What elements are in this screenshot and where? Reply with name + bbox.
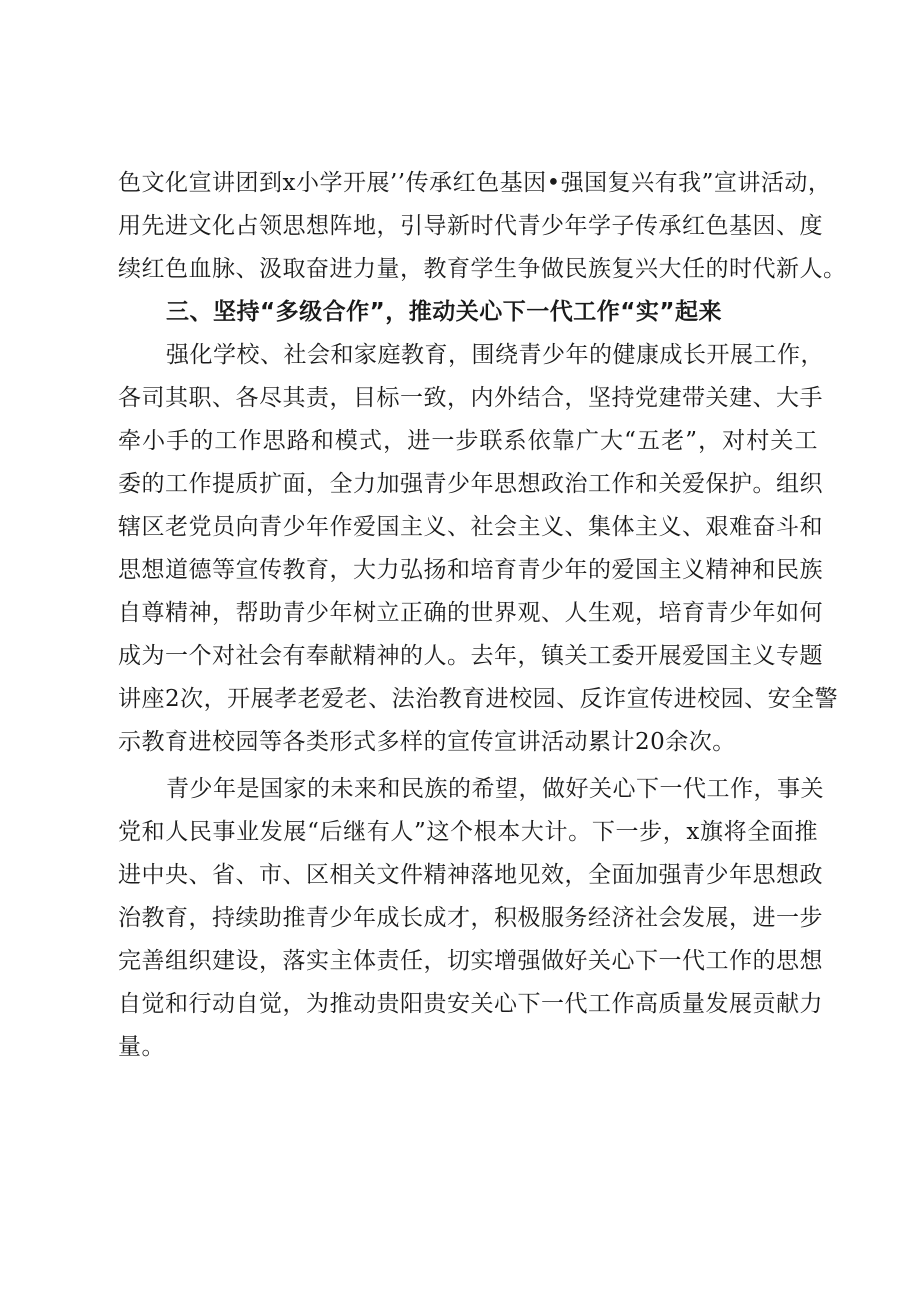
paragraph-line: 完善组织建设，落实主体责任，切实增强做好关心下一代工作的思想 xyxy=(118,948,823,974)
paragraph-line: 示教育进校园等各类形式多样的宣传宣讲活动累计20余次。 xyxy=(118,729,736,755)
paragraph-line: 青少年是国家的未来和民族的希望，做好关心下一代工作，事关 xyxy=(166,776,824,802)
paragraph-line: 量。 xyxy=(118,1034,165,1060)
paragraph-line: 党和人民事业发展“后继有人”这个根本大计。下一步，x旗将全面推 xyxy=(118,819,818,845)
paragraph-line: 自觉和行动自觉，为推动贵阳贵安关心下一代工作高质量发展贡献力 xyxy=(118,991,823,1017)
paragraph-line: 强化学校、社会和家庭教育，围绕青少年的健康成长开展工作， xyxy=(166,342,824,368)
paragraph-line: 色文化宣讲团到x小学开展’’传承红色基因•强国复兴有我”宣讲活动， xyxy=(118,170,832,196)
paragraph-line: 牵小手的工作思路和模式，进一步联系依靠广大“五老”，对村关工 xyxy=(118,428,818,454)
paragraph-line: 思想道德等宣传教育，大力弘扬和培育青少年的爱国主义精神和民族 xyxy=(118,557,823,583)
paragraph-line: 进中央、省、市、区相关文件精神落地见效，全面加强青少年思想政 xyxy=(118,862,823,888)
paragraph-line: 治教育，持续助推青少年成长成才，积极服务经济社会发展，进一步 xyxy=(118,905,823,931)
paragraph-line: 讲座2次，开展孝老爱老、法治教育进校园、反诈宣传进校园、安全警 xyxy=(118,686,839,712)
paragraph-line: 委的工作提质扩面，全力加强青少年思想政治工作和关爱保护。组织 xyxy=(118,471,823,497)
paragraph-line: 成为一个对社会有奉献精神的人。去年，镇关工委开展爱国主义专题 xyxy=(118,643,823,669)
paragraph-line: 自尊精神，帮助青少年树立正确的世界观、人生观，培育青少年如何 xyxy=(118,600,823,626)
paragraph-line: 续红色血脉、汲取奋进力量，教育学生争做民族复兴大任的时代新人。 xyxy=(118,256,847,282)
section-heading: 三、坚持“多级合作”，推动关心下一代工作“实”起来 xyxy=(166,299,722,325)
paragraph-line: 各司其职、各尽其责，目标一致，内外结合，坚持党建带关建、大手 xyxy=(118,385,823,411)
paragraph-line: 用先进文化占领思想阵地，引导新时代青少年学子传承红色基因、度 xyxy=(118,213,823,239)
paragraph-line: 辖区老党员向青少年作爱国主义、社会主义、集体主义、艰难奋斗和 xyxy=(118,514,823,540)
